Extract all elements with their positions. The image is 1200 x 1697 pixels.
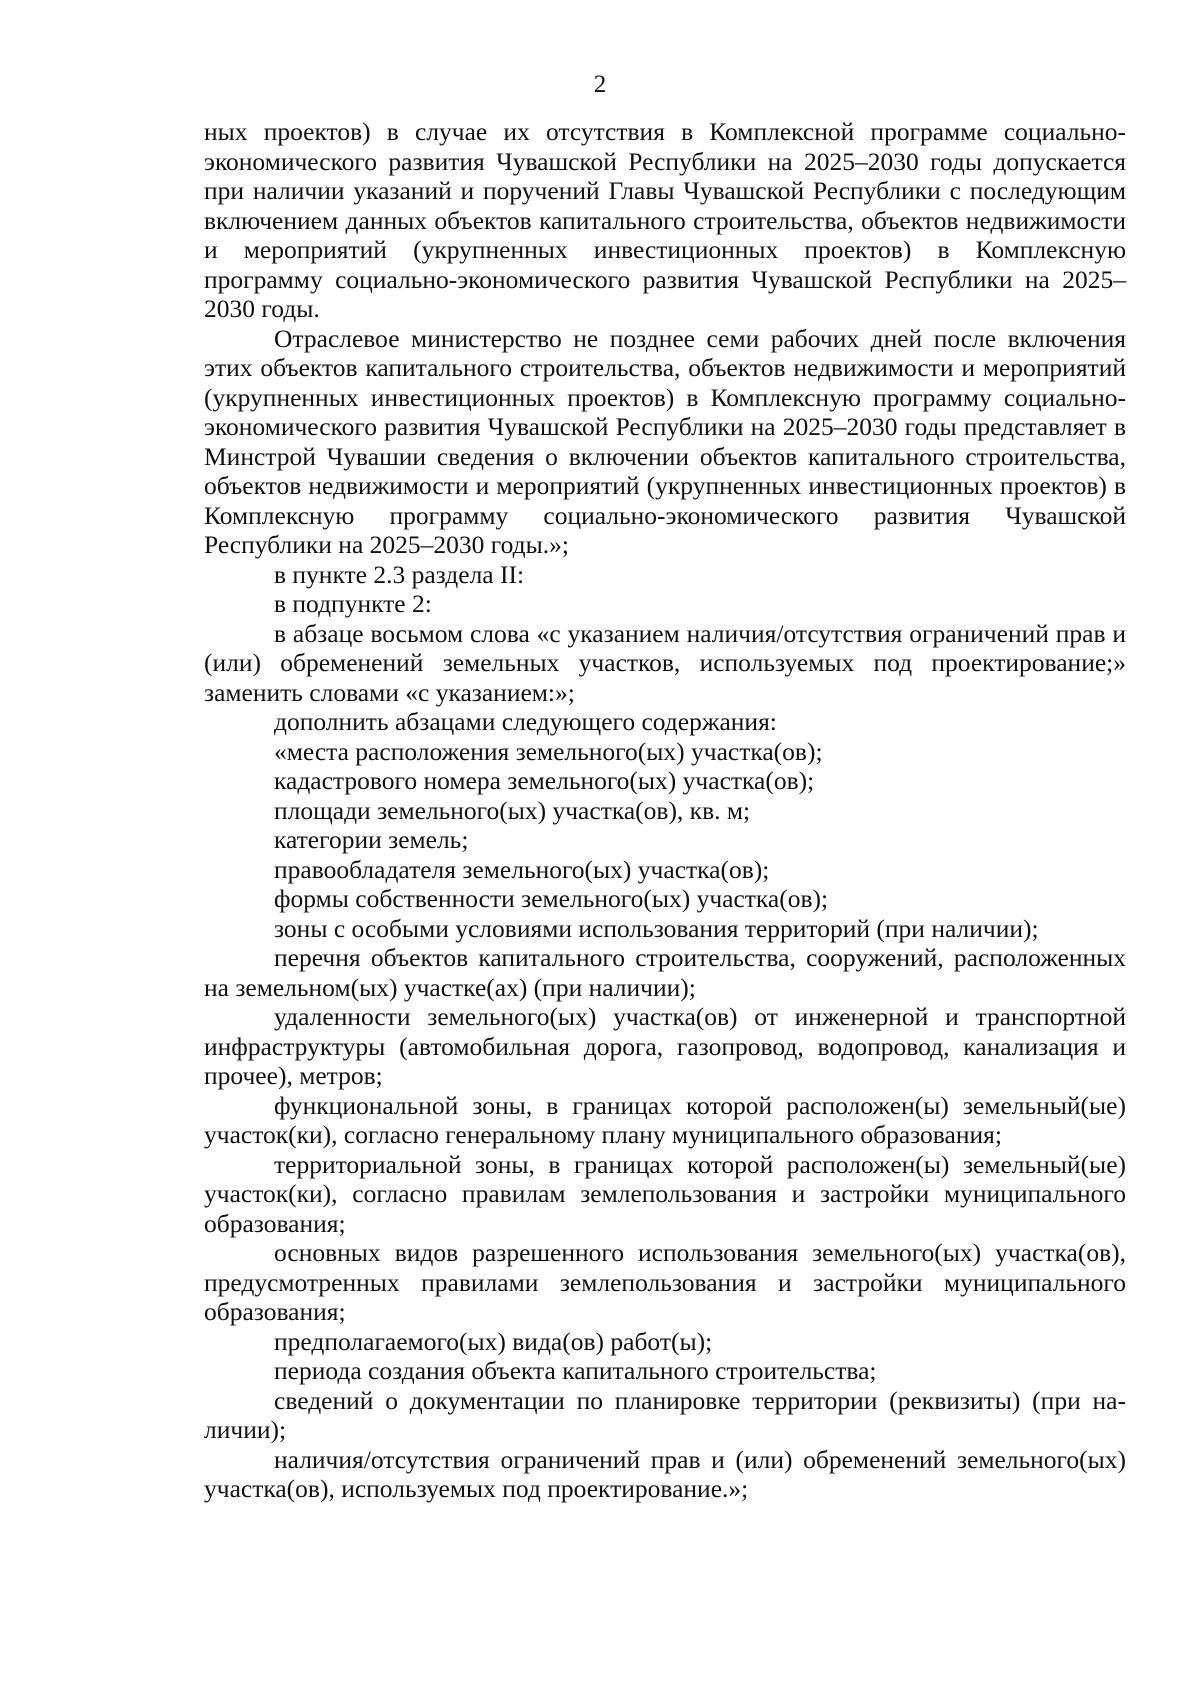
list-item: площади земельного(ых) участка(ов), кв. м;: [274, 795, 751, 825]
list-item: основных видов разрешенного использования земельного(ых) участка(ов), предусмотренных правилами землепользования и застройки муниципального образования;: [204, 1238, 1126, 1326]
list-item: функциональной зоны, в границах которой расположен(ы) земельный(ые) участок(ки), согласно генеральному плану муниципального образования;: [204, 1090, 1126, 1149]
list-item: формы собственности земельного(ых) участка(ов);: [274, 884, 829, 913]
list-item: наличия/отсутствия ограничений прав и (или) обременений земельного(ых) участка(ов), используемых под проектирование.»;: [204, 1444, 1126, 1503]
list-item: предполагаемого(ых) вида(ов) работ(ы);: [274, 1326, 713, 1356]
list-item: перечня объектов капитального строительства, сооружений, расположенных на земельном(ых) участке(ах) (при наличии);: [204, 943, 1126, 1002]
paragraph: в пункте 2.3 раздела II:: [274, 559, 525, 589]
list-item: удаленности земельного(ых) участка(ов) от инженерной и транспортной инфраструктуры (автомобильная дорога, газопровод, водопровод, канализация и прочее), метров;: [204, 1002, 1126, 1090]
list-item: кадастрового номера земельного(ых) участка(ов);: [274, 766, 815, 795]
page-number: 2: [593, 71, 607, 98]
document-body: [204, 117, 1126, 1504]
list-item: правообладателя земельного(ых) участка(ов);: [274, 854, 770, 884]
list-item: периода создания объекта капитального строительства;: [274, 1356, 877, 1385]
paragraph: Отраслевое министерство не позднее семи рабочих дней после включения этих объектов капитального строительства, объектов недвижимости и мероприятий (укрупненных инвестиционных проектов) в Комплексную программу социально-экономического развития Чувашской Республики на 2025–2030 годы представляет в Минстрой Чувашии сведения о включении объектов капитального строительства, объектов недвижимости и мероприятий (укрупненных инвестиционных проектов) в Комплексную программу социально-экономического развития Чувашской Республики на 2025–2030 годы.»;: [204, 323, 1126, 559]
paragraph: ных проектов) в случае их отсутствия в Комплексной программе социально-экономического развития Чувашской Республики на 2025–2030 годы допускается при наличии указаний и поручений Главы Чувашской Республики с последующим включением данных объектов капитального строительства, объектов недвижимости и мероприятий (укрупненных инвестиционных проектов) в Комплексную программу социально-экономического развития Чувашской Республики на 2025–2030 годы.: [204, 117, 1126, 323]
list-item: сведений о документации по планировке территории (реквизиты) (при наличии);: [204, 1385, 1126, 1444]
list-item: категории земель;: [274, 825, 469, 854]
list-item: зоны с особыми условиями использования территорий (при наличии);: [274, 913, 1039, 943]
list-item: территориальной зоны, в границах которой расположен(ы) земельный(ые) участок(ки), согласно правилам землепользования и застройки муниципального образования;: [204, 1149, 1126, 1238]
paragraph: дополнить абзацами следующего содержания:: [274, 707, 777, 736]
list-item: «места расположения земельного(ых) участка(ов);: [274, 736, 823, 766]
paragraph: в абзаце восьмом слова «с указанием наличия/отсутствия ограничений прав и (или) обременений земельных участков, используемых под проектирование;» заменить словами «с указанием:»;: [204, 618, 1126, 707]
paragraph: в подпункте 2:: [274, 589, 432, 618]
